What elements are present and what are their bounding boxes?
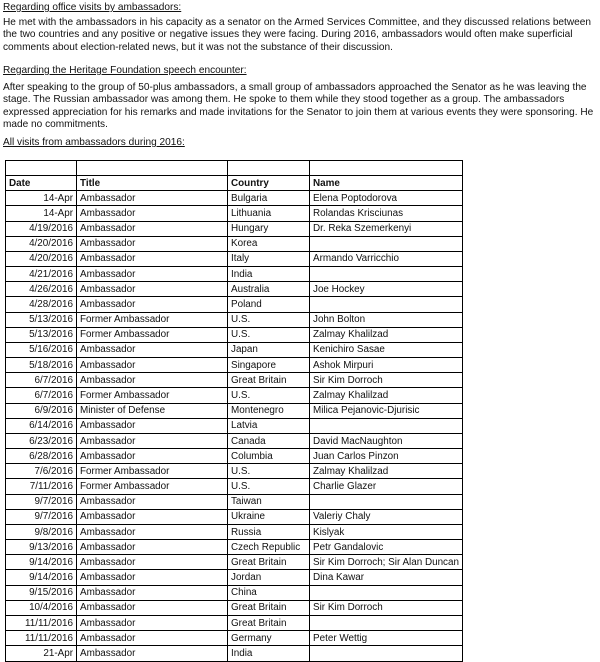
name-cell bbox=[310, 494, 463, 509]
country-cell: Taiwan bbox=[228, 494, 310, 509]
country-cell: Singapore bbox=[228, 358, 310, 373]
date-cell: 6/23/2016 bbox=[6, 433, 77, 448]
country-cell: Great Britain bbox=[228, 615, 310, 630]
date-cell: 5/13/2016 bbox=[6, 312, 77, 327]
table-row bbox=[6, 509, 463, 524]
name-cell: Dina Kawar bbox=[310, 570, 463, 585]
name-cell: Joe Hockey bbox=[310, 282, 463, 297]
date-cell: 5/13/2016 bbox=[6, 327, 77, 342]
title-cell: Ambassador bbox=[77, 418, 228, 433]
column-header-name: Name bbox=[310, 176, 463, 191]
country-cell: Italy bbox=[228, 251, 310, 266]
date-cell: 9/7/2016 bbox=[6, 494, 77, 509]
name-cell bbox=[310, 297, 463, 312]
column-header-date: Date bbox=[6, 176, 77, 191]
date-cell: 10/4/2016 bbox=[6, 600, 77, 615]
title-cell: Ambassador bbox=[77, 433, 228, 448]
country-cell: Great Britain bbox=[228, 600, 310, 615]
name-cell: Kenichiro Sasae bbox=[310, 342, 463, 357]
name-cell: Zalmay Khalilzad bbox=[310, 327, 463, 342]
country-cell: China bbox=[228, 585, 310, 600]
title-cell: Ambassador bbox=[77, 524, 228, 539]
name-cell: Peter Wettig bbox=[310, 631, 463, 646]
table-row bbox=[6, 236, 463, 251]
country-cell: Canada bbox=[228, 433, 310, 448]
title-cell: Ambassador bbox=[77, 494, 228, 509]
title-cell: Former Ambassador bbox=[77, 388, 228, 403]
table-row bbox=[6, 358, 463, 373]
name-cell: Armando Varricchio bbox=[310, 251, 463, 266]
title-cell: Ambassador bbox=[77, 358, 228, 373]
date-cell: 7/11/2016 bbox=[6, 479, 77, 494]
visits-table bbox=[5, 160, 463, 662]
name-cell: Zalmay Khalilzad bbox=[310, 388, 463, 403]
title-cell: Ambassador bbox=[77, 555, 228, 570]
date-cell: 11/11/2016 bbox=[6, 615, 77, 630]
country-cell: Korea bbox=[228, 236, 310, 251]
title-cell: Ambassador bbox=[77, 342, 228, 357]
table-row bbox=[6, 540, 463, 555]
country-cell: Germany bbox=[228, 631, 310, 646]
country-cell: Hungary bbox=[228, 221, 310, 236]
title-cell: Ambassador bbox=[77, 600, 228, 615]
title-cell: Ambassador bbox=[77, 267, 228, 282]
country-cell: Japan bbox=[228, 342, 310, 357]
name-cell: Elena Poptodorova bbox=[310, 191, 463, 206]
country-cell: Lithuania bbox=[228, 206, 310, 221]
office-visits-text: He met with the ambassadors in his capacity as a senator on the Armed Services Committee, and they discussed relations between the two countries and any positive or negative issues they were facing. During 2016, ambassadors would often make superficial comments about election-related news, but it was not the substance of their discussion. bbox=[3, 17, 591, 53]
table-row bbox=[6, 373, 463, 388]
name-cell: Ashok Mirpuri bbox=[310, 358, 463, 373]
name-cell bbox=[310, 418, 463, 433]
title-cell: Ambassador bbox=[77, 585, 228, 600]
country-cell: Columbia bbox=[228, 449, 310, 464]
name-cell: John Bolton bbox=[310, 312, 463, 327]
title-cell: Ambassador bbox=[77, 191, 228, 206]
title-cell: Ambassador bbox=[77, 221, 228, 236]
table-row bbox=[6, 418, 463, 433]
country-cell: U.S. bbox=[228, 464, 310, 479]
date-cell: 6/14/2016 bbox=[6, 418, 77, 433]
name-cell bbox=[310, 236, 463, 251]
table-row bbox=[6, 585, 463, 600]
title-cell: Ambassador bbox=[77, 646, 228, 661]
table-row bbox=[6, 524, 463, 539]
date-cell: 4/20/2016 bbox=[6, 251, 77, 266]
title-cell: Former Ambassador bbox=[77, 464, 228, 479]
date-cell: 11/11/2016 bbox=[6, 631, 77, 646]
name-cell: Sir Kim Dorroch; Sir Alan Duncan bbox=[310, 555, 463, 570]
table-row bbox=[6, 464, 463, 479]
country-cell: Czech Republic bbox=[228, 540, 310, 555]
country-cell: Australia bbox=[228, 282, 310, 297]
table-body bbox=[6, 191, 463, 661]
table-row bbox=[6, 282, 463, 297]
table-row bbox=[6, 327, 463, 342]
date-cell: 4/28/2016 bbox=[6, 297, 77, 312]
table-row bbox=[6, 342, 463, 357]
title-cell: Former Ambassador bbox=[77, 312, 228, 327]
table-row bbox=[6, 433, 463, 448]
name-cell: David MacNaughton bbox=[310, 433, 463, 448]
date-cell: 9/13/2016 bbox=[6, 540, 77, 555]
title-cell: Former Ambassador bbox=[77, 327, 228, 342]
title-cell: Ambassador bbox=[77, 282, 228, 297]
heritage-heading: Regarding the Heritage Foundation speech encounter: bbox=[3, 65, 247, 76]
visits-heading: All visits from ambassadors during 2016: bbox=[3, 137, 185, 148]
spacer-cell bbox=[310, 161, 463, 176]
table-header-row bbox=[6, 176, 463, 191]
date-cell: 6/7/2016 bbox=[6, 388, 77, 403]
title-cell: Ambassador bbox=[77, 540, 228, 555]
date-cell: 6/9/2016 bbox=[6, 403, 77, 418]
country-cell: Montenegro bbox=[228, 403, 310, 418]
date-cell: 9/14/2016 bbox=[6, 555, 77, 570]
table-row bbox=[6, 221, 463, 236]
title-cell: Ambassador bbox=[77, 631, 228, 646]
spacer-cell bbox=[77, 161, 228, 176]
country-cell: U.S. bbox=[228, 327, 310, 342]
country-cell: Russia bbox=[228, 524, 310, 539]
table-spacer-row bbox=[6, 161, 463, 176]
name-cell: Juan Carlos Pinzon bbox=[310, 449, 463, 464]
table-row bbox=[6, 388, 463, 403]
date-cell: 9/7/2016 bbox=[6, 509, 77, 524]
title-cell: Ambassador bbox=[77, 449, 228, 464]
title-cell: Ambassador bbox=[77, 615, 228, 630]
table-row bbox=[6, 297, 463, 312]
country-cell: Great Britain bbox=[228, 555, 310, 570]
country-cell: India bbox=[228, 267, 310, 282]
country-cell: U.S. bbox=[228, 388, 310, 403]
date-cell: 9/8/2016 bbox=[6, 524, 77, 539]
title-cell: Ambassador bbox=[77, 297, 228, 312]
name-cell: Valeriy Chaly bbox=[310, 509, 463, 524]
table-row bbox=[6, 312, 463, 327]
date-cell: 4/19/2016 bbox=[6, 221, 77, 236]
country-cell: India bbox=[228, 646, 310, 661]
column-header-country: Country bbox=[228, 176, 310, 191]
table-row bbox=[6, 479, 463, 494]
date-cell: 9/15/2016 bbox=[6, 585, 77, 600]
date-cell: 14-Apr bbox=[6, 206, 77, 221]
title-cell: Ambassador bbox=[77, 509, 228, 524]
name-cell: Kislyak bbox=[310, 524, 463, 539]
date-cell: 14-Apr bbox=[6, 191, 77, 206]
table-row bbox=[6, 600, 463, 615]
table-row bbox=[6, 267, 463, 282]
table-row bbox=[6, 494, 463, 509]
name-cell: Sir Kim Dorroch bbox=[310, 600, 463, 615]
spacer-cell bbox=[228, 161, 310, 176]
country-cell: U.S. bbox=[228, 312, 310, 327]
table-row bbox=[6, 206, 463, 221]
spacer-cell bbox=[6, 161, 77, 176]
date-cell: 5/16/2016 bbox=[6, 342, 77, 357]
name-cell: Dr. Reka Szemerkenyi bbox=[310, 221, 463, 236]
table-row bbox=[6, 251, 463, 266]
date-cell: 4/26/2016 bbox=[6, 282, 77, 297]
title-cell: Ambassador bbox=[77, 373, 228, 388]
heritage-text: After speaking to the group of 50-plus ambassadors, a small group of ambassadors approached the Senator as he was leaving the stage. The Russian ambassador was among them. He spoke to them while they stood together as a group. The ambassadors expressed appreciation for his remarks and made invitations for the Senator to join them at various events they were sponsoring. He made no commitments. bbox=[3, 82, 594, 131]
title-cell: Ambassador bbox=[77, 251, 228, 266]
date-cell: 5/18/2016 bbox=[6, 358, 77, 373]
table-row bbox=[6, 191, 463, 206]
table-row bbox=[6, 631, 463, 646]
name-cell bbox=[310, 615, 463, 630]
title-cell: Ambassador bbox=[77, 570, 228, 585]
country-cell: U.S. bbox=[228, 479, 310, 494]
name-cell bbox=[310, 585, 463, 600]
title-cell: Ambassador bbox=[77, 206, 228, 221]
title-cell: Ambassador bbox=[77, 236, 228, 251]
country-cell: Poland bbox=[228, 297, 310, 312]
name-cell bbox=[310, 267, 463, 282]
country-cell: Great Britain bbox=[228, 373, 310, 388]
title-cell: Former Ambassador bbox=[77, 479, 228, 494]
title-cell: Minister of Defense bbox=[77, 403, 228, 418]
column-header-title: Title bbox=[77, 176, 228, 191]
country-cell: Latvia bbox=[228, 418, 310, 433]
date-cell: 9/14/2016 bbox=[6, 570, 77, 585]
table-row bbox=[6, 449, 463, 464]
name-cell: Sir Kim Dorroch bbox=[310, 373, 463, 388]
date-cell: 4/20/2016 bbox=[6, 236, 77, 251]
country-cell: Bulgaria bbox=[228, 191, 310, 206]
table-row bbox=[6, 570, 463, 585]
country-cell: Jordan bbox=[228, 570, 310, 585]
date-cell: 4/21/2016 bbox=[6, 267, 77, 282]
office-visits-heading: Regarding office visits by ambassadors: bbox=[3, 2, 182, 13]
name-cell: Charlie Glazer bbox=[310, 479, 463, 494]
country-cell: Ukraine bbox=[228, 509, 310, 524]
name-cell: Milica Pejanovic-Djurisic bbox=[310, 403, 463, 418]
date-cell: 7/6/2016 bbox=[6, 464, 77, 479]
table-row bbox=[6, 403, 463, 418]
date-cell: 6/7/2016 bbox=[6, 373, 77, 388]
name-cell: Rolandas Krisciunas bbox=[310, 206, 463, 221]
table-row bbox=[6, 555, 463, 570]
name-cell: Zalmay Khalilzad bbox=[310, 464, 463, 479]
name-cell: Petr Gandalovic bbox=[310, 540, 463, 555]
table-row bbox=[6, 615, 463, 630]
date-cell: 21-Apr bbox=[6, 646, 77, 661]
date-cell: 6/28/2016 bbox=[6, 449, 77, 464]
